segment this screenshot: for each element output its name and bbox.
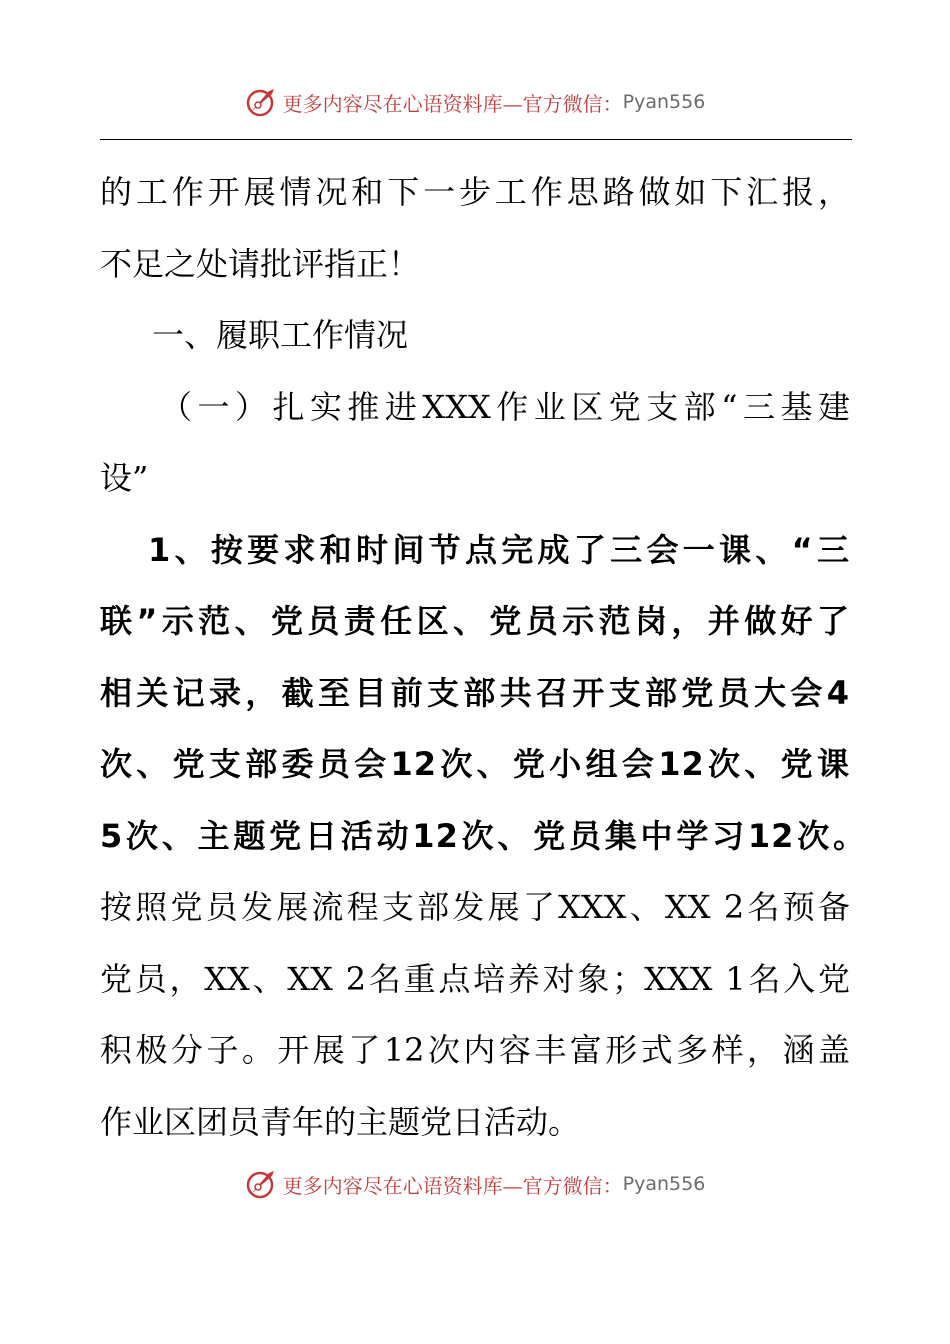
document-body: [100, 157, 866, 1158]
header-divider: [100, 139, 852, 140]
header-watermark: [0, 82, 950, 122]
pen-nib-logo-icon: [245, 1167, 279, 1201]
watermark-text: 更多内容尽在心语资料库—官方微信：: [282, 91, 623, 116]
body-line: 党员，XX、XX 2名重点培养对象；XXX 1名入党: [100, 959, 850, 998]
bold-body-line: 1、按要求和时间节点完成了三会一课、“三: [148, 530, 850, 569]
body-line: 按照党员发展流程支部发展了XXX、XX 2名预备: [100, 888, 850, 926]
subsection-heading: （一）扎实推进XXX作业区党支部“三基建: [160, 387, 850, 426]
watermark-wechat-id: Pyan556: [622, 1173, 706, 1195]
bold-body-line: 5次、主题党日活动12次、党员集中学习12次。: [100, 816, 866, 855]
body-line: 积极分子。开展了12次内容丰富形式多样，涵盖: [100, 1031, 850, 1069]
body-line: 的工作开展情况和下一步工作思路做如下汇报，: [100, 173, 850, 211]
body-line: 不足之处请批评指正！: [100, 244, 421, 283]
bold-body-line: 次、党支部委员会12次、党小组会12次、党课: [100, 745, 850, 783]
watermark-wechat-id: Pyan556: [622, 91, 706, 113]
subsection-heading-cont: 设”: [100, 459, 149, 497]
watermark-text: 更多内容尽在心语资料库—官方微信：: [282, 1173, 623, 1198]
bold-body-line: 相关记录，截至目前支部共召开支部党员大会4: [100, 673, 850, 712]
bold-body-line: 联”示范、党员责任区、党员示范岗，并做好了: [100, 602, 850, 640]
pen-nib-logo-icon: [245, 85, 279, 119]
body-line: 作业区团员青年的主题党日活动。: [100, 1102, 581, 1141]
footer-watermark: [0, 1164, 950, 1204]
section-heading: 一、履职工作情况: [152, 316, 409, 354]
